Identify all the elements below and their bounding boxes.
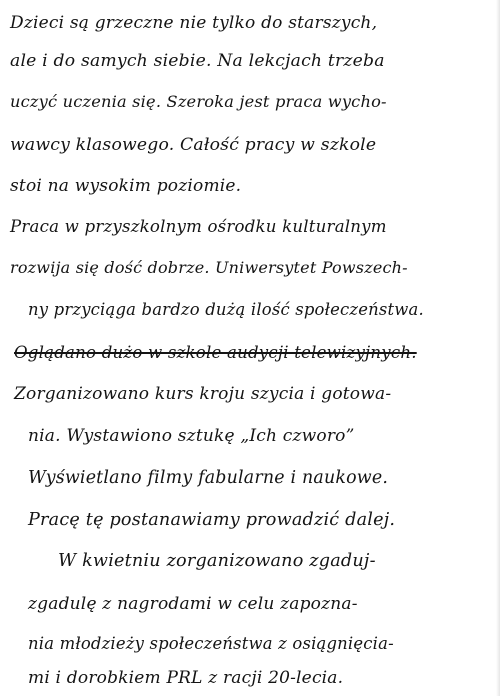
text-line-9: Oglądano dużo w szkole audycji telewizyjnych. [14,343,417,362]
text-line-7: rozwija się dość dobrze. Uniwersytet Powszech- [10,258,408,277]
text-line-1: Dzieci są grzeczne nie tylko do starszych, [10,13,378,33]
page-edge-shadow [496,0,500,696]
text-line-3: uczyć uczenia się. Szeroka jest praca wycho- [10,92,387,111]
text-line-2: ale i do samych siebie. Na lekcjach trzeba [10,51,385,71]
text-line-16: nia młodzieży społeczeństwa z osiągnięcia- [28,634,394,653]
text-line-10: Zorganizowano kurs kroju szycia i gotowa- [14,384,392,404]
text-line-17: mi i dorobkiem PRL z racji 20-lecia. [28,668,344,688]
text-line-15: zgadulę z nagrodami w celu zapozna- [28,594,358,614]
text-line-5: stoi na wysokim poziomie. [10,176,242,196]
text-line-4: wawcy klasowego. Całość pracy w szkole [10,135,377,155]
text-line-14: W kwietniu zorganizowano zgaduj- [58,551,376,571]
text-line-6: Praca w przyszkolnym ośrodku kulturalnym [10,217,387,236]
text-line-11: nia. Wystawiono sztukę „Ich czworo” [28,426,355,446]
text-line-8: ny przyciąga bardzo dużą ilość społeczeństwa. [28,300,424,319]
text-line-12: Wyświetlano filmy fabularne i naukowe. [28,468,389,488]
text-line-13: Pracę tę postanawiamy prowadzić dalej. [28,510,396,530]
